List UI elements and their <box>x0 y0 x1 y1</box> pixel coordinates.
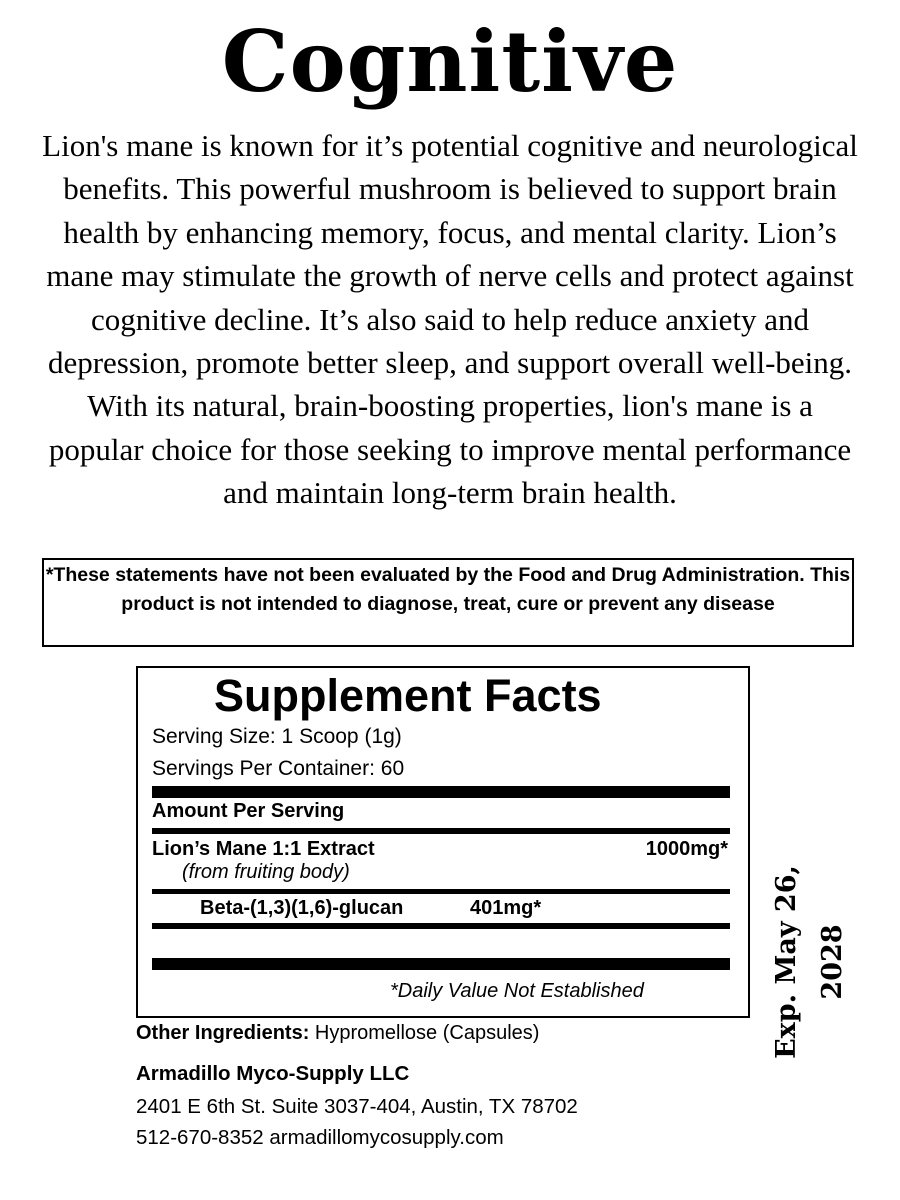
company-contact: 512-670-8352 armadillomycosupply.com <box>136 1126 504 1149</box>
fda-disclaimer-box: *These statements have not been evaluated by the Food and Drug Administration. This product is not intended to diagnose, treat, cure or prevent any disease <box>42 558 854 647</box>
serving-size: Serving Size: 1 Scoop (1g) <box>152 725 402 748</box>
servings-per-container: Servings Per Container: 60 <box>152 757 405 780</box>
product-title: Cognitive <box>221 12 679 111</box>
ingredient-name: Lion’s Mane 1:1 Extract <box>152 838 375 860</box>
other-ingredients-label: Other Ingredients: <box>136 1022 310 1044</box>
sub-ingredient-name: Beta-(1,3)(1,6)-glucan <box>200 897 404 919</box>
other-ingredients <box>136 1020 539 1046</box>
company-name: Armadillo Myco-Supply LLC <box>136 1062 410 1085</box>
expiration-date <box>764 832 856 1092</box>
divider <box>152 889 730 894</box>
thick-divider <box>152 786 730 798</box>
divider <box>152 923 730 929</box>
expiration-line-2: 2028 <box>817 924 848 1000</box>
divider <box>152 828 730 834</box>
ingredient-source: (from fruiting body) <box>182 861 350 883</box>
supplement-facts-panel <box>136 666 750 1018</box>
ingredient-amount: 1000mg* <box>645 838 728 860</box>
expiration-line-1: Exp. May 26, <box>771 865 802 1059</box>
other-ingredients-value: Hypromellose (Capsules) <box>309 1022 540 1044</box>
sub-ingredient-amount: 401mg* <box>470 897 542 919</box>
company-address: 2401 E 6th St. Suite 3037-404, Austin, TX 78702 <box>136 1095 578 1118</box>
thick-divider <box>152 958 730 970</box>
product-description: Lion's mane is known for it’s potential cognitive and neurological benefits. This powerful mushroom is believed to support brain health by enhancing memory, focus, and mental clarity. Lion’s mane may stimulate the growth of nerve cells and protect against cognitive decline. It’s also said to help reduce anxiety and depression, promote better sleep, and support overall well-being. With its natural, brain-boosting properties, lion's mane is a popular choice for those seeking to improve mental performance and maintain long-term brain health. <box>42 128 858 511</box>
supplement-facts-title: Supplement Facts <box>214 670 602 721</box>
amount-per-serving-heading: Amount Per Serving <box>152 800 345 822</box>
daily-value-note: *Daily Value Not Established <box>390 980 644 1002</box>
